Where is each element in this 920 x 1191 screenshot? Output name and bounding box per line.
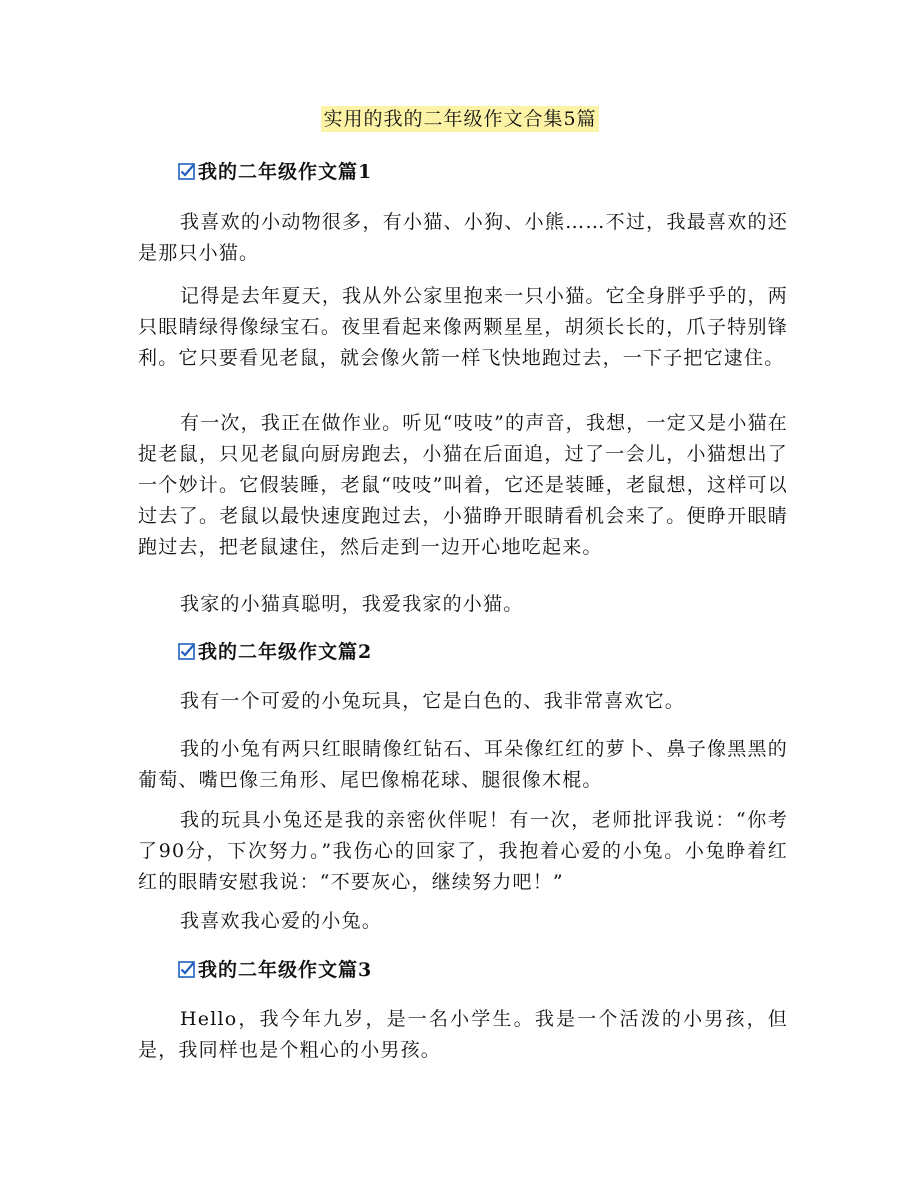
document-title-text: 实用的我的二年级作文合集5篇 xyxy=(323,108,597,130)
paragraph: 我家的小猫真聪明，我爱我家的小猫。 xyxy=(180,593,524,615)
paragraph: 有一次，我正在做作业。听见“吱吱”的声音，我想，一定又是小猫在捉老鼠，只见老鼠向厨房跑去，小猫在后面追，过了一会儿，小猫想出了一个妙计。它假装睡，老鼠“吱吱”叫着，它还是装睡，老鼠想，这样可以过去了。老鼠以最快速度跑过去，小猫睁开眼睛看机会来了。便睁开眼睛跑过去，把老鼠逮住，然后走到一边开心地吃起来。 xyxy=(138,412,788,558)
paragraph: 我有一个可爱的小兔玩具，它是白色的、我非常喜欢它。 xyxy=(180,690,686,712)
section-heading-text: 我的二年级作文篇3 xyxy=(198,959,373,981)
paragraph: 我的玩具小兔还是我的亲密伙伴呢！有一次，老师批评我说：“你考了90分，下次努力。”我伤心的回家了，我抱着心爱的小兔。小兔睁着红红的眼睛安慰我说：“不要灰心，继续努力吧！” xyxy=(138,809,788,893)
checkbox-checked-icon xyxy=(178,961,195,978)
section-heading-3 xyxy=(178,956,372,984)
paragraph: Hello，我今年九岁，是一名小学生。我是一个活泼的小男孩，但是，我同样也是个粗心的小男孩。 xyxy=(138,1008,788,1061)
checkbox-checked-icon xyxy=(178,163,195,180)
section-heading-text: 我的二年级作文篇1 xyxy=(198,161,373,183)
document-title xyxy=(0,104,920,134)
checkbox-checked-icon xyxy=(178,643,195,660)
paragraph: 记得是去年夏天，我从外公家里抱来一只小猫。它全身胖乎乎的，两只眼睛绿得像绿宝石。夜里看起来像两颗星星，胡须长长的，爪子特别锋利。它只要看见老鼠，就会像火箭一样飞快地跑过去，一下子把它逮住。 xyxy=(138,285,788,369)
section-heading-1 xyxy=(178,158,372,186)
section-heading-text: 我的二年级作文篇2 xyxy=(198,641,373,663)
paragraph: 我喜欢的小动物很多，有小猫、小狗、小熊……不过，我最喜欢的还是那只小猫。 xyxy=(138,211,788,264)
paragraph: 我喜欢我心爱的小兔。 xyxy=(180,910,383,932)
section-heading-2 xyxy=(178,638,372,666)
paragraph: 我的小兔有两只红眼睛像红钻石、耳朵像红红的萝卜、鼻子像黑黑的葡萄、嘴巴像三角形、尾巴像棉花球、腿很像木棍。 xyxy=(138,738,788,791)
